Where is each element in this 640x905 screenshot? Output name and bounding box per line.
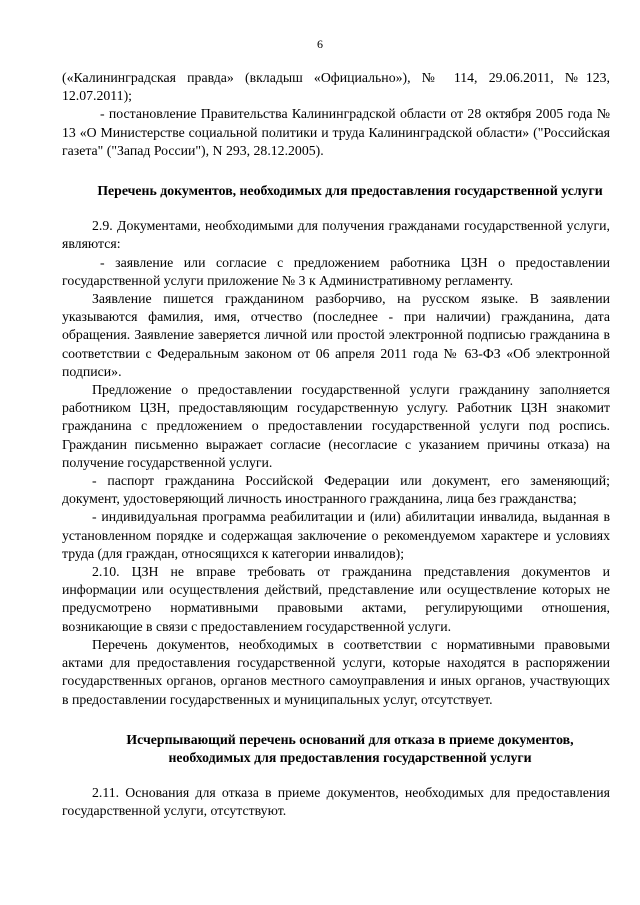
- paragraph-government-decree: - постановление Правительства Калининградской области от 28 октября 2005 года № 13 «О Министерстве социальной политики и труда Калининградской области» ("Российская газета" ("Запад России"), N 293, 28.12.2005).: [62, 106, 610, 158]
- paragraph-rehabilitation-item: - индивидуальная программа реабилитации и (или) абилитации инвалида, выданная в установленном порядке и содержащая заключение о рекомендуемом характере и условиях труда (для граждан, относящихся к категории инвалидов);: [62, 509, 610, 561]
- page-number: 6: [317, 37, 323, 51]
- paragraph-2-9: 2.9. Документами, необходимыми для получения гражданами государственной услуги, являются:: [62, 218, 610, 252]
- paragraph-documents-list: Перечень документов, необходимых в соответствии с нормативными правовыми актами для предоставления государственной услуги, которые находятся в распоряжении государственных органов, органов местного самоуправления и иных органов, участвующих в предоставлении государственных и муниципальных услуг, отсутствует.: [62, 636, 610, 707]
- paragraph-2-10: 2.10. ЦЗН не вправе требовать от гражданина представления документов и информации или осуществления действий, представление или осуществление которых не предусмотрено нормативными правовыми актами, регулирующими отношения, возникающие в связи с предоставлением государственной услуги.: [62, 564, 610, 634]
- paragraph-offer-rules: Предложение о предоставлении государственной услуги гражданину заполняется работником ЦЗН, предоставляющим государственную услугу. Работник ЦЗН знакомит гражданина с предложением о предоставлении государственной услуги под роспись. Гражданин письменно выражает согласие (несогласие с указанием причины отказа) на получение государственной услуги.: [62, 382, 610, 470]
- paragraph-application-item: - заявление или согласие с предложением работника ЦЗН о предоставлении государственной услуги приложение № 3 к Административному регламенту.: [62, 254, 610, 288]
- paragraph-application-rules: Заявление пишется гражданином разборчиво, на русском языке. В заявлении указываются фамилия, имя, отчество (последнее - при наличии) гражданина, дата обращения. Заявление заверяется личной или простой электронной подписью гражданина в соответствии с Федеральным законом от 06 апреля 2011 года № 63-ФЗ «Об электронной подписи».: [62, 291, 610, 379]
- paragraph-source-citation: («Калининградская правда» (вкладыш «Официально»), № 114, 29.06.2011, №123, 12.07.2011);: [62, 70, 610, 104]
- section-heading-documents: Перечень документов, необходимых для предоставления государственной услуги: [97, 183, 603, 199]
- section-heading-refusal-grounds: Исчерпывающий перечень оснований для отказа в приеме документов, необходимых для предоставления государственной услуги: [126, 731, 574, 765]
- paragraph-passport-item: - паспорт гражданина Российской Федерации или документ, его заменяющий; документ, удостоверяющий личность иностранного гражданина, лица без гражданства;: [62, 473, 610, 507]
- document-body: [62, 69, 610, 821]
- paragraph-2-11: 2.11. Основания для отказа в приеме документов, необходимых для предоставления государственной услуги, отсутствуют.: [62, 785, 610, 819]
